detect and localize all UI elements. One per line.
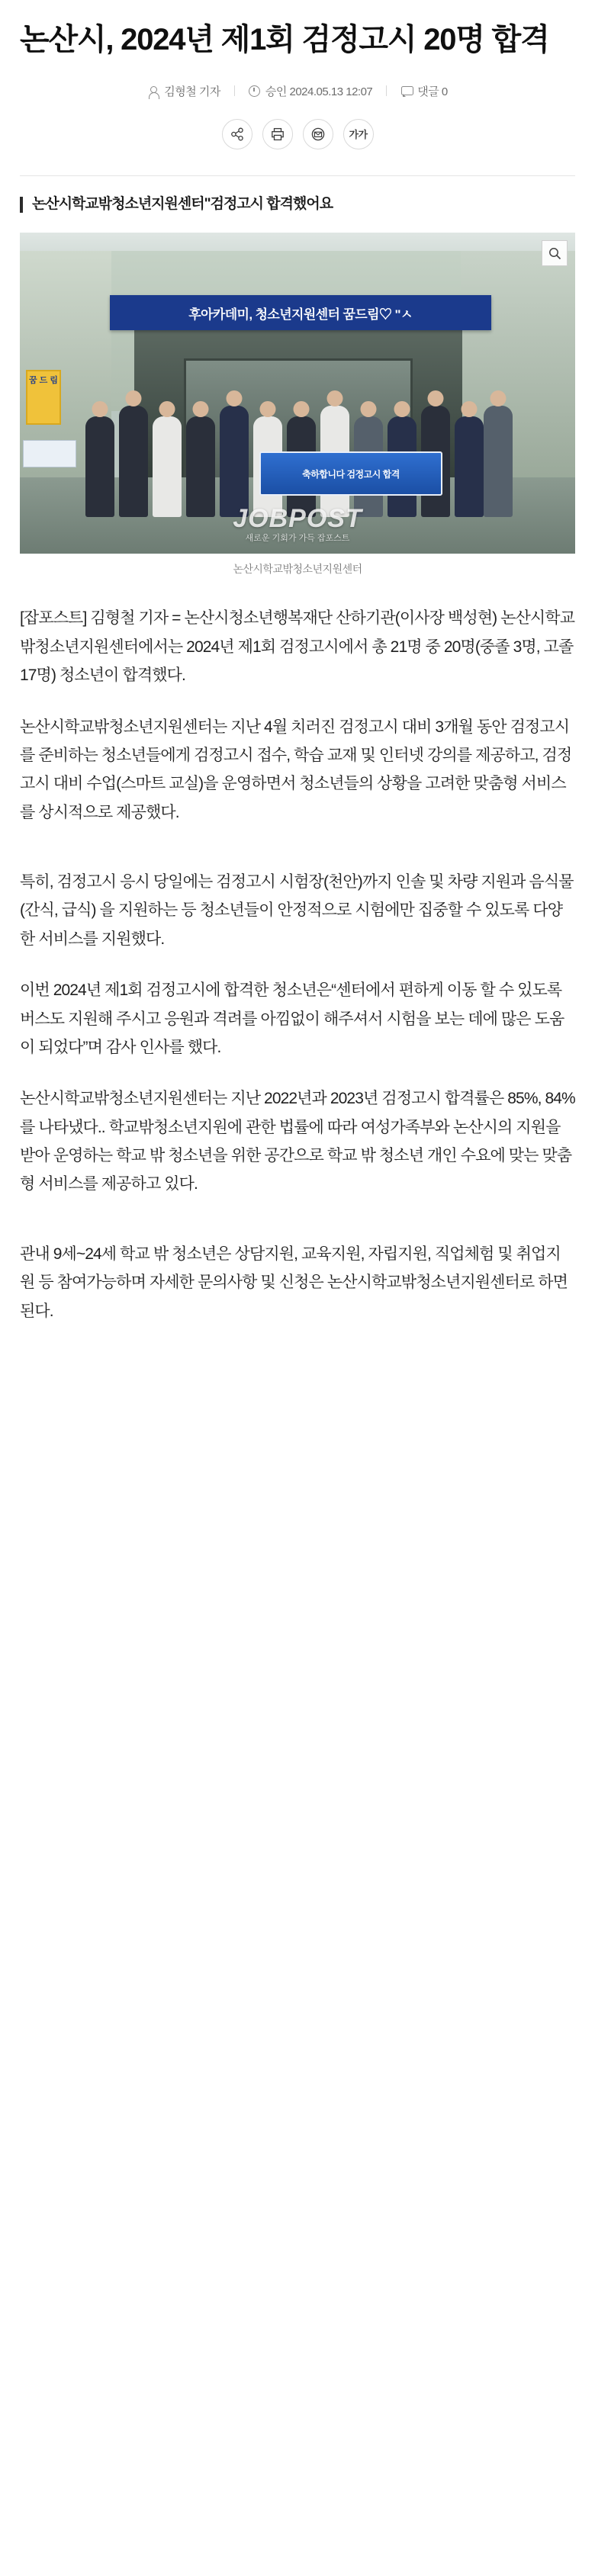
divider <box>20 175 575 176</box>
share-toolbar <box>20 119 575 149</box>
article-paragraph: 이번 2024년 제1회 검정고시에 합격한 청소년은“센터에서 편하게 이동 할 수 있도록 버스도 지원해 주시고 응원과 격려를 아낌없이 해주셔서 시험을 보는 데에 많은 도움이 되었다”며 감사 인사를 했다. <box>20 981 564 1056</box>
photo-caption: 논산시학교밖청소년지원센터 <box>233 563 362 576</box>
photo-secondary-sign <box>23 440 76 467</box>
article-photo[interactable] <box>20 233 575 554</box>
byline <box>20 83 575 99</box>
byline-approved-label: 승인 2024.05.13 12:07 <box>265 85 373 98</box>
article-paragraph: [잡포스트] 김형철 기자 = 논산시청소년행복재단 산하기관(이사장 백성현) 논산시학교밖청소년지원센터에서는 2024년 제1회 검정고시에서 총 21명 중 20명(중졸 3명, 고졸 17명) 청소년이 합격했다. <box>20 609 575 685</box>
photo-person <box>484 406 513 517</box>
photo-watermark <box>233 506 362 543</box>
person-icon <box>147 85 159 97</box>
byline-author <box>133 83 234 99</box>
article-body <box>20 587 575 1325</box>
byline-comments-label: 댓글 0 <box>417 85 448 98</box>
photo-person <box>153 416 182 517</box>
comment-icon <box>400 85 412 97</box>
envelope-icon <box>311 127 325 141</box>
photo-person <box>220 406 249 517</box>
photo-zoom-button[interactable] <box>542 240 568 266</box>
article-paragraph: 논산시학교밖청소년지원센터는 지난 2022년과 2023년 검정고시 합격률은 85%, 84%를 나타냈다.. 학교밖청소년지원에 관한 법률에 따라 여성가족부와 논산시의 지원을 받아 운영하는 학교 밖 청소년을 위한 공간으로 학교 밖 청소년 개인 수요에 맞는 맞춤형 서비스를 제공하고 있다. <box>20 1090 575 1193</box>
font-size-button[interactable] <box>343 119 374 149</box>
magnifier-icon <box>548 247 561 260</box>
photo-person <box>455 416 484 517</box>
photo-person <box>85 416 114 517</box>
photo-watermark-text: JOBPOST <box>233 504 362 534</box>
article-paragraph: 논산시학교밖청소년지원센터는 지난 4월 치러진 검정고시 대비 3개월 동안 검정고시를 준비하는 청소년들에게 검정고시 접수, 학습 교재 및 인터넷 강의를 제공하고, 검정고시 대비 수업(스마트 교실)을 운영하면서 청소년들의 상황을 고려한 맞춤형 서비스를 상시적으로 제공했다. <box>20 718 572 821</box>
share-icon <box>230 127 244 141</box>
article-subhead: 논산시학교밖청소년지원센터"검정고시 합격했어요 <box>20 194 575 215</box>
photo-group-banner: 축하합니다 검정고시 합격 <box>259 451 442 496</box>
email-button[interactable] <box>303 119 333 149</box>
clock-icon <box>249 85 260 97</box>
photo-signboard: 꿈 드 림 <box>26 370 61 425</box>
byline-approved <box>235 83 386 99</box>
share-button[interactable] <box>222 119 252 149</box>
printer-icon <box>271 127 285 141</box>
photo-people-group <box>85 387 513 517</box>
byline-comments[interactable] <box>387 83 462 99</box>
article-figure <box>20 233 575 577</box>
article-paragraph: 관내 9세~24세 학교 밖 청소년은 상담지원, 교육지원, 자립지원, 직업체험 및 취업지원 등 참여가능하며 자세한 문의사항 및 신청은 논산시학교밖청소년지원센터로 하면 된다. <box>20 1245 568 1320</box>
page-title: 논산시, 2024년 제1회 검정고시 20명 합격 <box>20 23 549 56</box>
article-paragraph: 특히, 검정고시 응시 당일에는 검정고시 시험장(천안)까지 인솔 및 차량 지원과 음식물(간식, 급식) 을 지원하는 등 청소년들이 안정적으로 시험에만 집중할 수 있도록 다양한 서비스를 지원했다. <box>20 873 574 948</box>
photo-watermark-subtext: 새로운 기회가 가득 잡포스트 <box>245 534 350 544</box>
photo-person <box>186 416 215 517</box>
photo-person <box>119 406 148 517</box>
print-button[interactable] <box>262 119 293 149</box>
byline-author-label: 김형철 기자 <box>164 85 220 98</box>
photo-banner-text: 후아카데미, 청소년지원센터 꿈드림♡ "ㅅ <box>110 295 491 330</box>
font-size-label: 가가 <box>349 129 368 141</box>
